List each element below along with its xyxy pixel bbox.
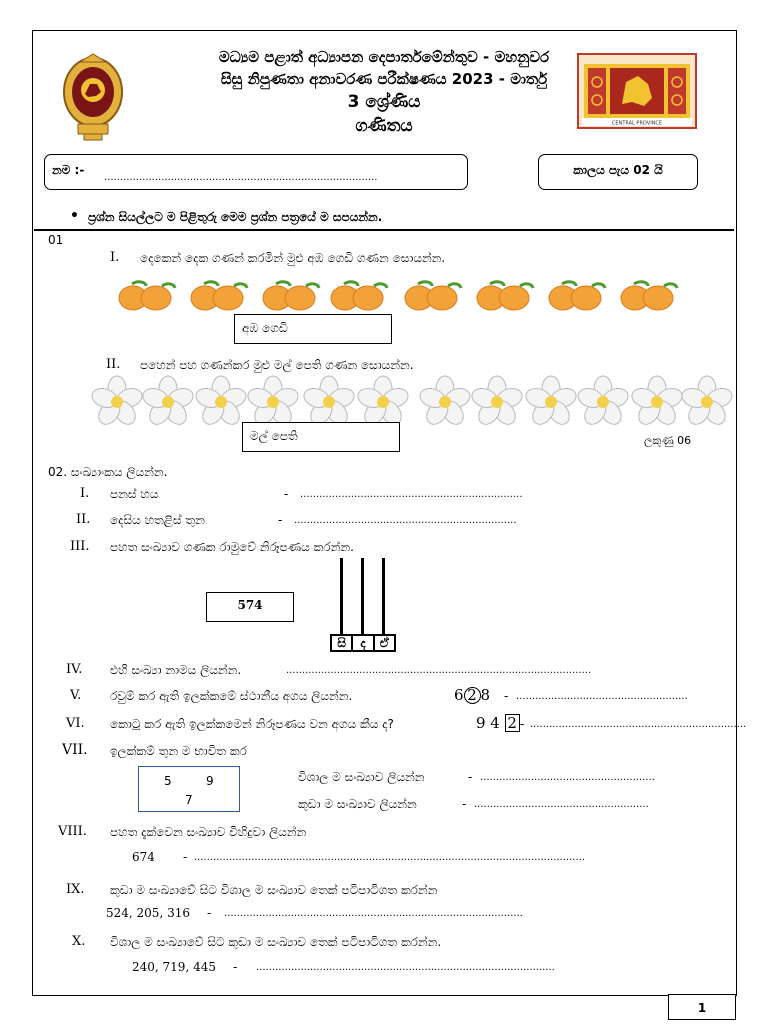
- q2-v-roman: V.: [70, 688, 82, 703]
- header-subject: ගණිතය: [355, 116, 413, 136]
- q2-vii-smallest-dash: -: [462, 797, 467, 811]
- instruction-text: ප්‍රශ්න සියල්ලට ම පිළිතුරු මෙම ප්‍රශ්න පත්‍රයේ ම සපයන්න.: [88, 210, 383, 224]
- flower-icon: [304, 377, 354, 427]
- q2-ix-dash: -: [207, 906, 212, 920]
- q2-vii-text: ඉලක්කම් තුන ම භාවිත කර: [110, 744, 247, 758]
- q2-vi-text: කොටු කර ඇති ඉලක්කමෙන් නිරූපණය වන අගය කීය ද?: [110, 717, 394, 731]
- q2-v-digit-pre: 6: [454, 686, 464, 704]
- q2-iii-roman: III.: [70, 539, 90, 554]
- q2-i-answer[interactable]: ......................................................................: [300, 489, 523, 500]
- q2-vii-largest-dash: -: [468, 770, 473, 784]
- q2-vii-digit-3: 7: [185, 793, 193, 807]
- q2-viii-answer[interactable]: ...........................................................................................................................: [194, 852, 585, 863]
- q2-ix-answer[interactable]: ..............................................................................................: [224, 908, 523, 919]
- abacus-label-ones: ඒ: [379, 636, 389, 650]
- q2-v-number: [454, 686, 490, 704]
- abacus-label-hundreds: සි: [332, 636, 353, 650]
- q2-vi-boxed-digit: 2: [505, 714, 520, 732]
- flower-icon: [143, 377, 193, 427]
- q1-part2-roman: II.: [106, 357, 121, 372]
- q2-vii-smallest-text: කුඩා ම සංඛ්‍යාව ලියන්න: [298, 797, 417, 811]
- flower-icon: [472, 377, 522, 427]
- flower-icon: [526, 377, 576, 427]
- q2-i-text: පනස් හය: [110, 487, 159, 501]
- q2-vii-largest-text: විශාල ම සංඛ්‍යාව ලියන්න: [298, 770, 425, 784]
- q2-vii-digit-2: 9: [206, 774, 214, 788]
- q2-vi-dash: -: [520, 717, 525, 731]
- q1-marks: ලකුණු 06: [644, 434, 692, 447]
- q1-part1-text: දෙකෙන් දෙක ගණන් කරමින් මුළු අඹ ගෙඩි ගණන සොයන්න.: [140, 251, 446, 265]
- flower-icon: [196, 377, 246, 427]
- mango-pair-icon: [190, 278, 248, 314]
- mango-pair-icon: [262, 278, 320, 314]
- abacus-label-tens: ද: [353, 636, 374, 650]
- q2-ii-text: දෙසිය හතළිස් තුන: [110, 513, 205, 527]
- flower-icon: [682, 377, 732, 427]
- flower-icon: [420, 377, 470, 427]
- q1-part2-answer-label: මල් පෙති: [250, 429, 298, 443]
- q2-x-dash: -: [233, 960, 238, 974]
- header-divider: [34, 229, 734, 231]
- header-exam-title: සිසු නිපුණතා අනාවරණ පරීක්ෂණය 2023 - මාර්තු: [220, 70, 548, 88]
- q2-iv-answer[interactable]: ................................................................................................: [286, 665, 592, 676]
- flower-icon: [632, 377, 682, 427]
- q1-part1-roman: I.: [110, 250, 120, 265]
- q2-v-answer[interactable]: ......................................................: [516, 691, 688, 702]
- q2-v-text: රවුම් කර ඇති ඉලක්කමේ ස්ථානීය අගය ලියන්න.: [110, 689, 353, 703]
- abacus-number: 574: [237, 598, 263, 612]
- q2-i-roman: I.: [80, 486, 90, 501]
- flower-icon: [358, 377, 408, 427]
- q2-x-text: විශාල ම සංඛ්‍යාවේ සිට කුඩා ම සංඛ්‍යාව තෙක් පටිපාටිගත කරන්න.: [110, 935, 442, 949]
- name-label: නම :-: [52, 163, 85, 177]
- q2-vii-smallest-answer[interactable]: .......................................................: [474, 799, 649, 810]
- q2-vi-answer[interactable]: ....................................................................: [530, 719, 747, 730]
- time-label: කාලය පැය 02 යි: [573, 163, 663, 177]
- q2-iv-text: එහි සංඛ්‍යා නාමය ලියන්න.: [110, 663, 242, 677]
- mango-pair-icon: [404, 278, 462, 314]
- mango-pair-icon: [620, 278, 678, 314]
- q2-x-answer[interactable]: ..............................................................................................: [256, 962, 555, 973]
- q2-iv-roman: IV.: [66, 662, 83, 677]
- q1-number: 01: [48, 233, 64, 247]
- q2-vii-largest-answer[interactable]: .......................................................: [480, 772, 655, 783]
- mango-pair-icon: [118, 278, 176, 314]
- mango-pair-icon: [548, 278, 606, 314]
- q2-i-dash: -: [284, 487, 289, 501]
- q2-v-digit-post: 8: [480, 686, 491, 704]
- q2-ii-answer[interactable]: ......................................................................: [294, 515, 517, 526]
- q2-ix-text: කුඩා ම සංඛ්‍යාවේ සිට විශාල ම සංඛ්‍යාව තෙක් පටිපාටිගත කරන්න: [110, 883, 438, 897]
- flower-icon: [248, 377, 298, 427]
- svg-text:CENTRAL PROVINCE: CENTRAL PROVINCE: [611, 120, 663, 127]
- q2-x-roman: X.: [72, 934, 86, 949]
- page-number: 1: [697, 1001, 707, 1015]
- q2-viii-roman: VIII.: [58, 824, 87, 839]
- q2-viii-value: 674: [132, 850, 155, 864]
- q2-ii-dash: -: [278, 513, 283, 527]
- abacus-rod-tens: [361, 558, 364, 634]
- q2-x-value: 240, 719, 445: [132, 960, 216, 974]
- abacus-base: [330, 634, 396, 652]
- mango-pair-icon: [476, 278, 534, 314]
- q2-viii-text: පහත දැක්වෙන සංඛ්‍යාව විහිදුවා ලියන්න: [110, 825, 307, 839]
- q2-vii-digit-1: 5: [164, 774, 172, 788]
- flower-icon: [578, 377, 628, 427]
- header-department: මධ්‍යම පළාත් අධ්‍යාපන දෙපාර්තමේන්තුව - මහනුවර: [218, 48, 550, 66]
- q2-vi-roman: VI.: [66, 716, 85, 731]
- q2-vi-digits-pre: 9 4: [476, 714, 500, 732]
- header-grade: 3 ශ්‍රේණිය: [347, 92, 421, 112]
- q1-part1-answer-label: අඹ ගෙඩි: [242, 321, 288, 335]
- q2-title: 02. සංඛ්‍යාංකය ලියන්න.: [48, 465, 168, 479]
- mango-pair-icon: [330, 278, 388, 314]
- q2-ix-value: 524, 205, 316: [106, 906, 190, 920]
- abacus-rod-hundreds: [340, 558, 343, 634]
- abacus-rod-ones: [382, 558, 385, 634]
- q2-vii-roman: VII.: [62, 742, 88, 758]
- q2-iii-text: පහත සංඛ්‍යාව ගණක රාමුවේ නිරූපණය කරන්න.: [110, 540, 354, 554]
- q2-vi-number: [476, 714, 520, 732]
- q2-ix-roman: IX.: [66, 882, 85, 897]
- flower-icon: [92, 377, 142, 427]
- name-input[interactable]: ......................................................................................: [104, 172, 378, 183]
- instruction-bullet: •: [70, 208, 79, 224]
- q1-part2-text: පහෙන් පහ ගණන්කර මුළු මල් පෙති ගණන සොයන්න.: [140, 358, 414, 372]
- q2-v-dash: -: [504, 689, 509, 703]
- q2-viii-dash: -: [183, 850, 188, 864]
- q2-v-circled-digit: 2: [464, 687, 481, 704]
- q2-ii-roman: II.: [76, 512, 91, 527]
